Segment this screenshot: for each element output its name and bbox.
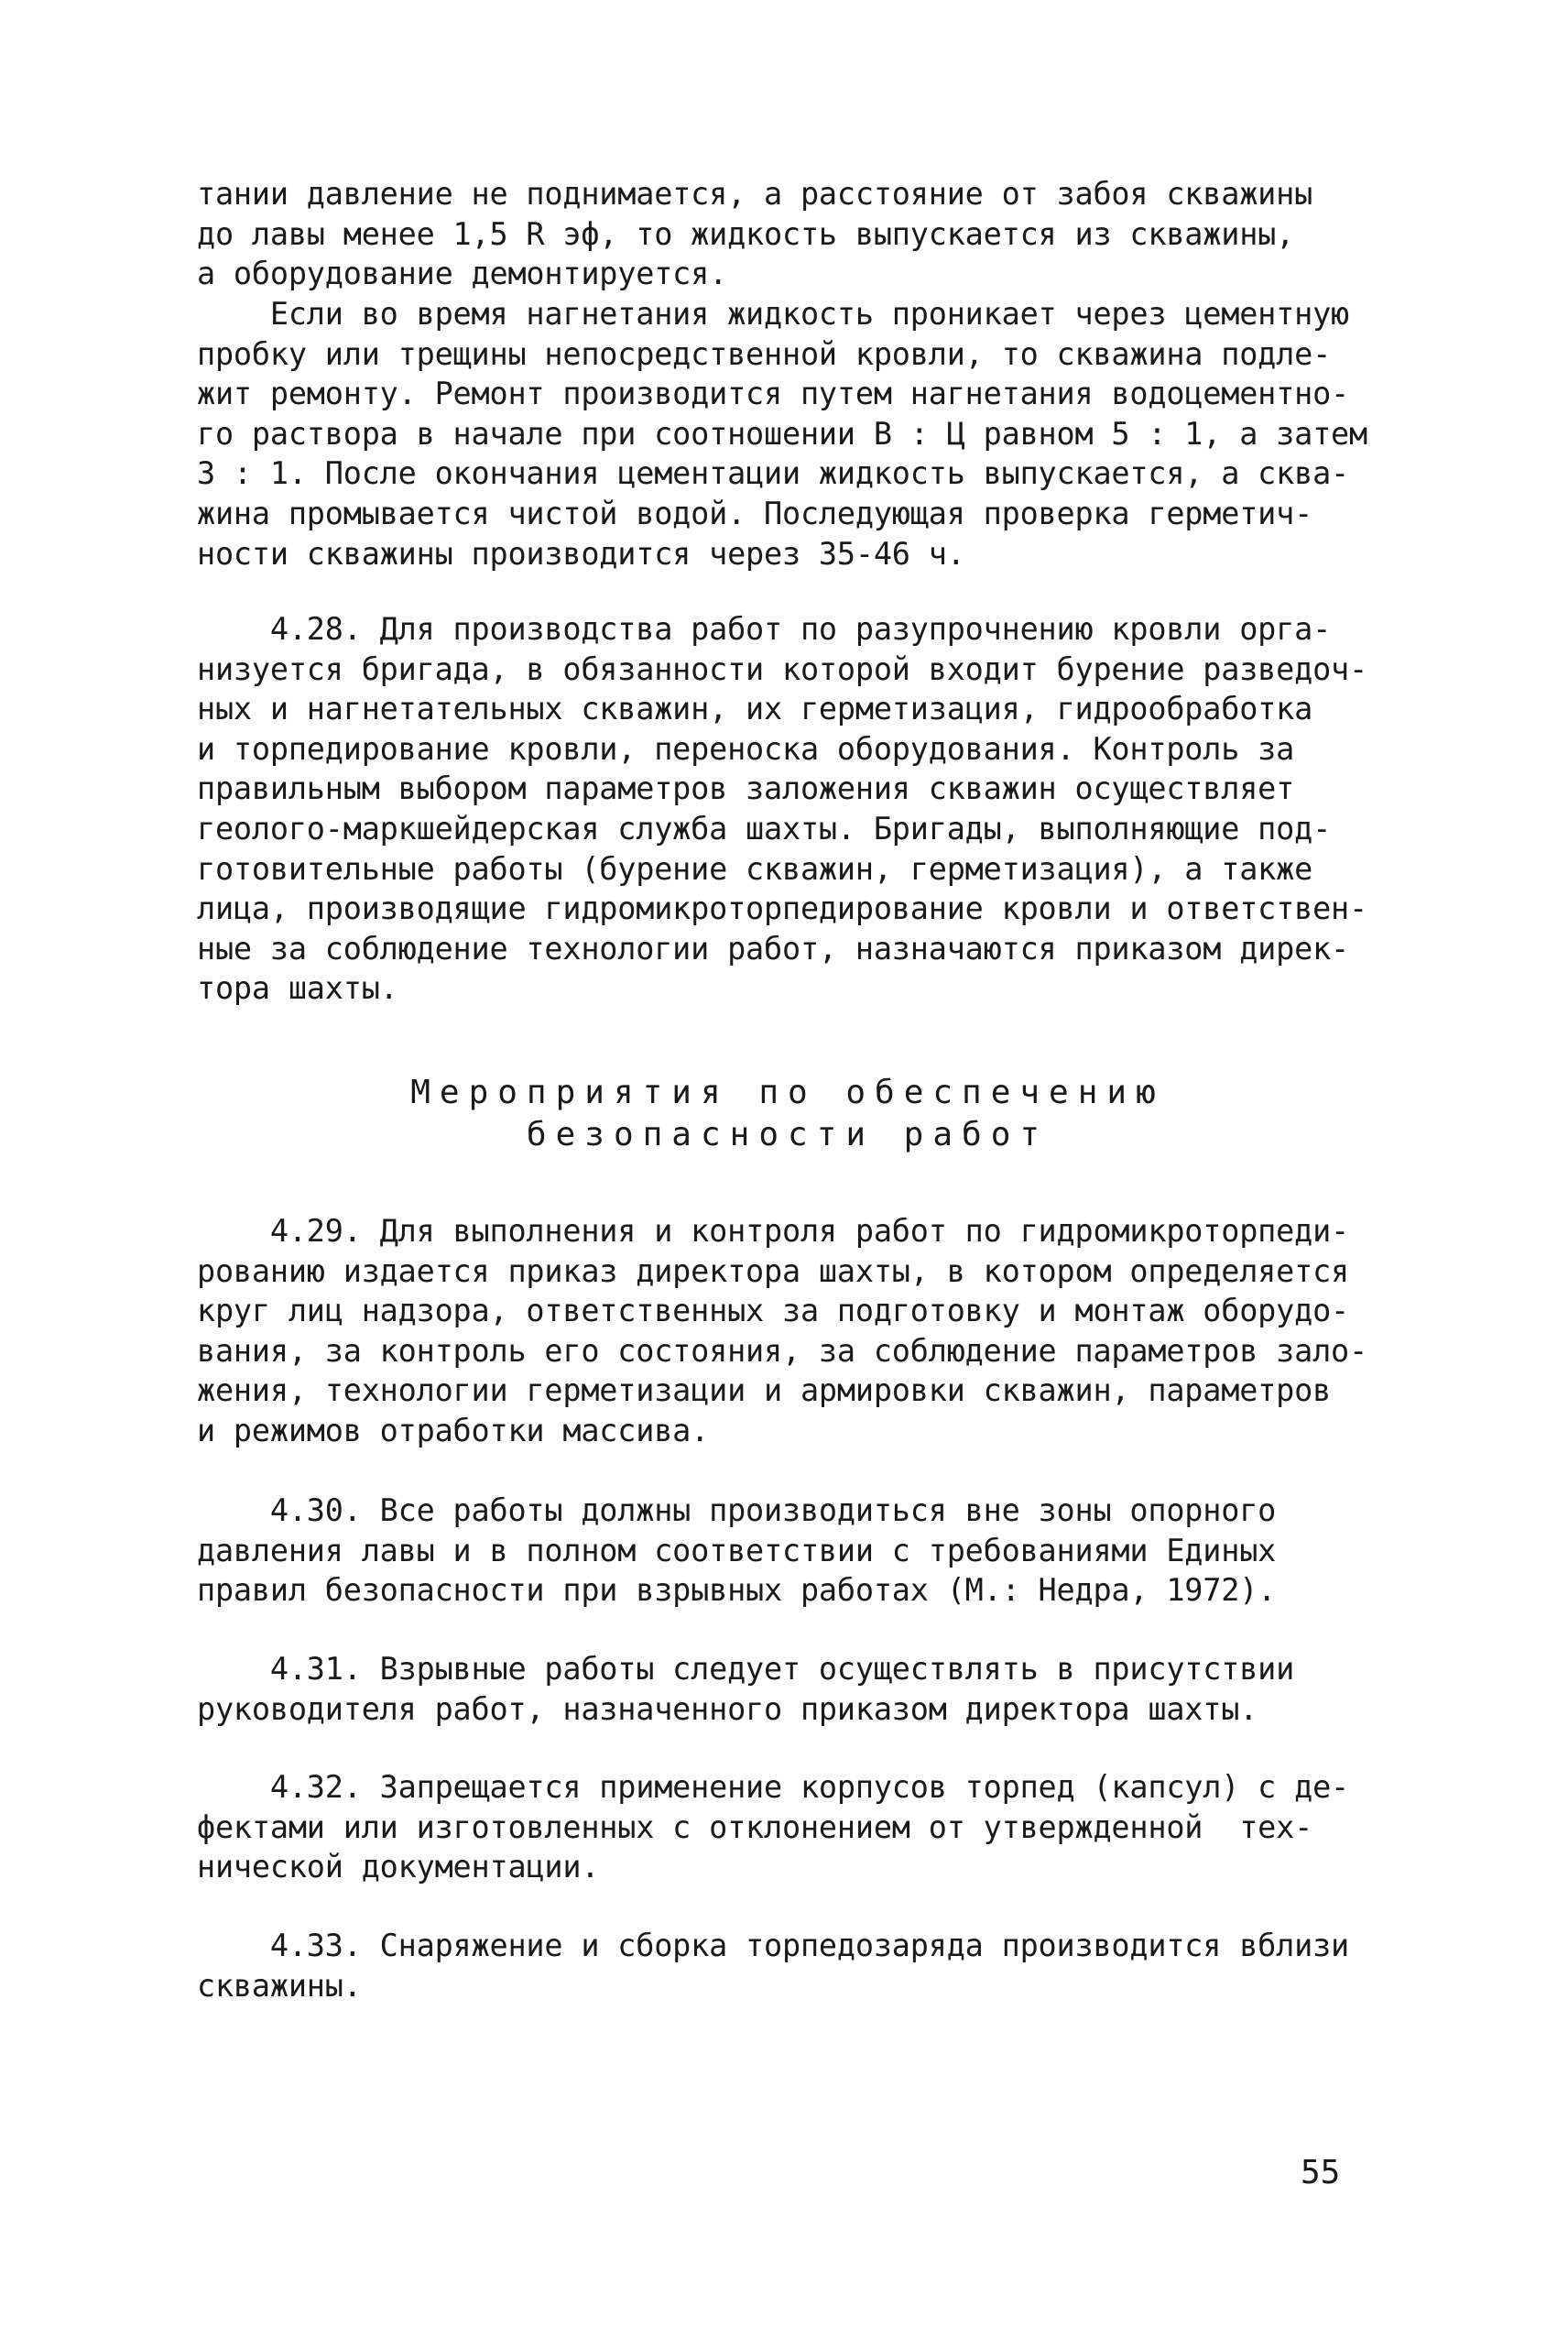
text-line: 3 : 1. После окончания цементации жидкость выпускается, а сква- — [197, 455, 1350, 492]
text-line: и торпедирование кровли, переноска оборудования. Контроль за — [197, 730, 1295, 767]
text-line: жина промывается чистой водой. Последующая проверка герметич- — [197, 495, 1313, 531]
text-line: тора шахты. — [197, 970, 398, 1007]
heading-line-1: Мероприятия по обеспечению — [410, 1074, 1165, 1111]
text-line: готовительные работы (бурение скважин, герметизация), а также — [197, 850, 1313, 887]
text-line: вания, за контроль его состояния, за соблюдение параметров зало- — [197, 1332, 1367, 1369]
text-line: нической документации. — [197, 1849, 600, 1885]
text-line: го раствора в начале при соотношении В : Ц равном 5 : 1, а затем — [197, 415, 1367, 452]
text-line: ные за соблюдение технологии работ, назначаются приказом дирек- — [197, 930, 1350, 967]
paragraph-4-28 — [197, 609, 1378, 1009]
text-line: жит ремонту. Ремонт производится путем нагнетания водоцементно- — [197, 376, 1350, 412]
paragraph-4-30 — [197, 1491, 1378, 1611]
text-line: давления лавы и в полном соответствии с требованиями Единых — [197, 1532, 1277, 1568]
text-line: 4.29. Для выполнения и контроля работ по гидромикроторпеди- — [197, 1213, 1350, 1249]
text-line: 4.31. Взрывные работы следует осуществлять в присутствии — [197, 1651, 1295, 1687]
paragraph-4-32 — [197, 1767, 1378, 1887]
text-line: 4.30. Все работы должны производиться вне зоны опорного — [197, 1492, 1277, 1528]
text-line: руководителя работ, назначенного приказом директора шахты. — [197, 1690, 1258, 1727]
text-line: 4.32. Запрещается применение корпусов торпед (капсул) с де- — [197, 1769, 1350, 1805]
paragraph-4-29 — [197, 1211, 1378, 1451]
text-line: 4.28. Для производства работ по разупрочнению кровли орга- — [197, 611, 1332, 647]
text-line: геолого-маркшейдерская служба шахты. Бригады, выполняющие под- — [197, 810, 1332, 847]
text-line: пробку или трещины непосредственной кровли, то скважина подле- — [197, 335, 1332, 372]
paragraph-continued — [197, 174, 1378, 294]
page-number: 55 — [1301, 2154, 1341, 2191]
text-line: до лавы менее 1,5 R эф, то жидкость выпускается из скважины, — [197, 215, 1295, 252]
text-line: а оборудование демонтируется. — [197, 256, 728, 292]
text-line: тании давление не поднимается, а расстояние от забоя скважины — [197, 176, 1313, 212]
text-line: Если во время нагнетания жидкость проникает через цементную — [197, 296, 1350, 332]
text-line: низуется бригада, в обязанности которой входит бурение разведоч- — [197, 650, 1367, 687]
text-line: рованию издается приказ директора шахты, в котором определяется — [197, 1252, 1350, 1289]
text-line: правил безопасности при взрывных работах (М.: Недра, 1972). — [197, 1572, 1277, 1609]
paragraph-repair — [197, 294, 1378, 574]
paragraph-4-31 — [197, 1649, 1378, 1729]
text-line: круг лиц надзора, ответственных за подготовку и монтаж оборудо- — [197, 1293, 1350, 1329]
text-line: лица, производящие гидромикроторпедирование кровли и ответствен- — [197, 890, 1367, 927]
text-line: ных и нагнетательных скважин, их герметизация, гидрообработка — [197, 691, 1313, 727]
text-line: правильным выбором параметров заложения скважин осуществляет — [197, 770, 1295, 807]
text-line: 4.33. Снаряжение и сборка торпедозаряда производится вблизи — [197, 1928, 1350, 1963]
text-line: фектами или изготовленных с отклонением от утвержденной тех- — [197, 1808, 1313, 1845]
section-heading — [197, 1072, 1378, 1156]
text-line: и режимов отработки массива. — [197, 1412, 710, 1448]
text-line: ности скважины производится через 35-46 ч. — [197, 535, 965, 572]
text-line: скважины. — [197, 1967, 362, 2004]
heading-line-2: безопасности работ — [526, 1116, 1050, 1153]
paragraph-4-33 — [197, 1926, 1378, 2005]
text-line: жения, технологии герметизации и армировки скважин, параметров — [197, 1372, 1332, 1409]
